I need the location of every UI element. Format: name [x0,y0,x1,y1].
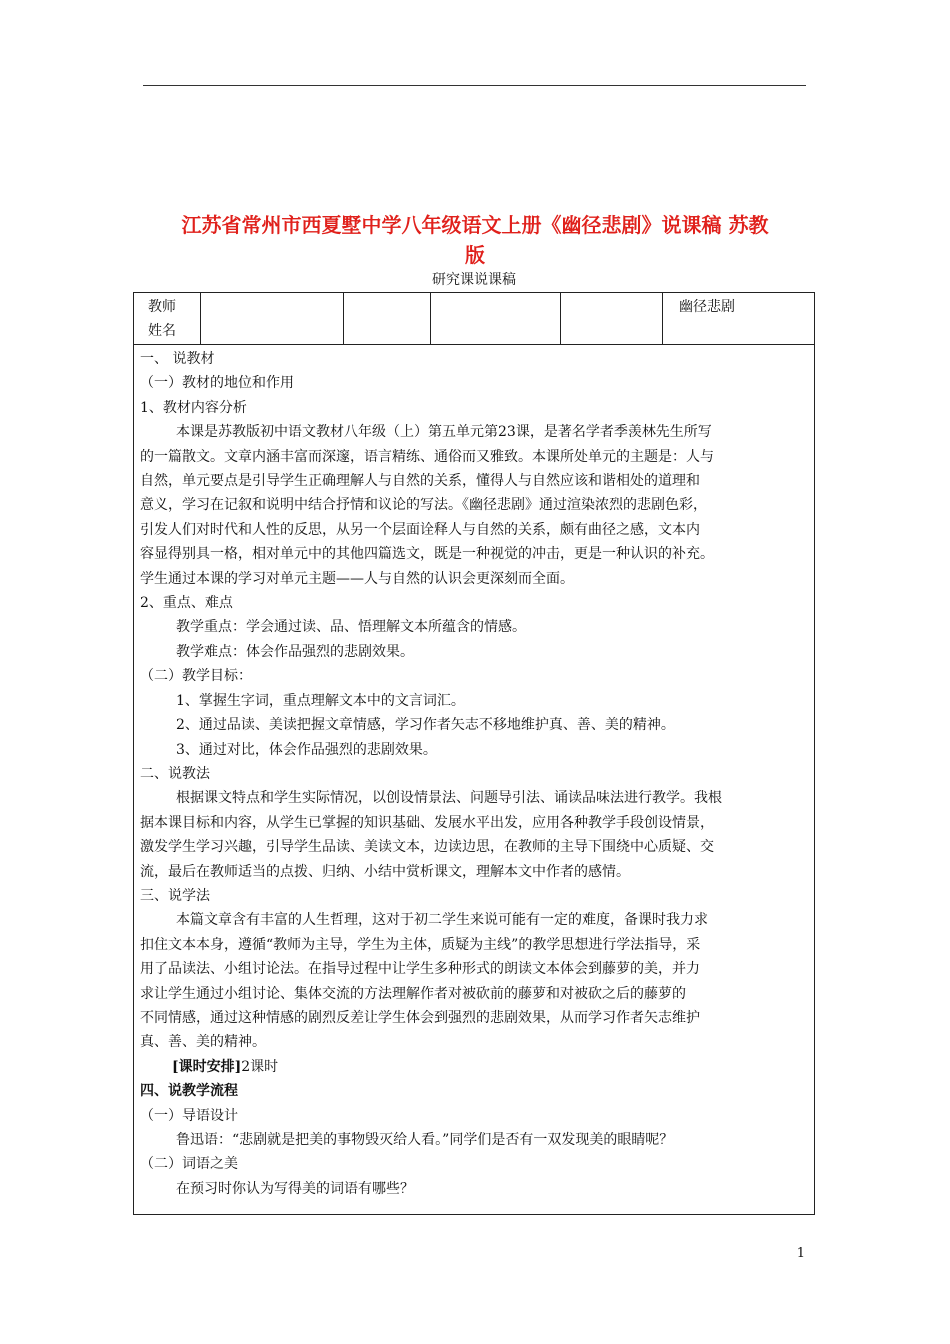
schedule-value: 2课时 [241,1058,279,1075]
section-heading: 四、说教学流程 [140,1083,238,1100]
table-header-row [134,293,814,345]
paragraph-line: 本篇文章含有丰富的人生哲理，这对于初二学生来说可能有一定的难度，备课时我力求 [176,912,708,929]
section-heading: 三、说学法 [140,887,210,904]
title-line-2: 版 [465,243,485,267]
paragraph-line: 自然，单元要点是引导学生正确理解人与自然的关系，懂得人与自然应该和谐相处的道理和 [140,473,700,490]
section-heading: 一、 说教材 [140,351,215,367]
document-title [140,210,810,270]
subsection-heading: （二）教学目标： [140,668,252,685]
paragraph-line: 据本课目标和内容，从学生已掌握的知识基础、发展水平出发，应用各种教学手段创设情景， [140,814,714,831]
schedule-label: [课时安排] [172,1058,242,1075]
paragraph-line: 本课是苏教版初中语文教材八年级（上）第五单元第23课，是著名学者季羡林先生所写 [176,424,712,441]
teacher-label-line-1: 教师 [148,299,176,315]
table-empty-cell [431,293,561,344]
lesson-table [133,292,815,1215]
paragraph-line: 流，最后在教师适当的点拨、归纳、小结中赏析课文，理解本文中作者的感情。 [140,863,630,880]
goal-item: 3、通过对比，体会作品强烈的悲剧效果。 [176,741,437,758]
header-rule [143,85,806,86]
paragraph-line: 真、善、美的精神。 [140,1034,266,1051]
paragraph-line: 激发学生学习兴趣，引导学生品读、美读文本，边读边思，在教师的主导下围绕中心质疑、交 [140,839,714,856]
key-point-text: 教学重点：学会通过读、品、悟理解文本所蕴含的情感。 [176,619,526,636]
teacher-name-label-cell [134,293,201,344]
table-empty-cell [561,293,663,344]
paragraph-line: 求让学生通过小组讨论、集体交流的方法理解作者对被砍前的藤萝和对被砍之后的藤萝的 [140,985,686,1002]
paragraph-line: 用了品读法、小组讨论法。在指导过程中让学生多种形式的朗读文本体会到藤萝的美，并力 [140,961,700,978]
paragraph-line: 扣住文本本身，遵循“教师为主导，学生为主体，质疑为主线”的教学思想进行学法指导，采 [140,936,701,953]
schedule-line [140,1055,808,1079]
paragraph-line: 不同情感，通过这种情感的剧烈反差让学生体会到强烈的悲剧效果，从而学习作者矢志维护 [140,1009,700,1026]
subsection-heading: （一）导语设计 [140,1107,238,1124]
paragraph-line: 的一篇散文。文章内涵丰富而深邃，语言精练、通俗而又雅致。本课所处单元的主题是：人与 [140,448,714,465]
subsection-heading: （二）词语之美 [140,1156,238,1173]
subsection-heading: 1、教材内容分析 [140,399,247,416]
lesson-title-cell: 幽径悲剧 [679,299,735,315]
goal-item: 1、掌握生字词，重点理解文本中的文言词汇。 [176,692,465,709]
goal-item: 2、通过品读、美读把握文章情感，学习作者矢志不移地维护真、善、美的精神。 [176,717,675,734]
difficult-point-text: 教学难点：体会作品强烈的悲剧效果。 [176,643,414,660]
table-empty-cell [344,293,431,344]
title-line-1: 江苏省常州市西夏墅中学八年级语文上册《幽径悲剧》说课稿 苏教 [181,213,769,237]
section-heading: 二、说教法 [140,765,210,782]
subsection-heading: 2、重点、难点 [140,595,233,612]
subsection-heading: （一）教材的地位和作用 [140,375,294,392]
lesson-content [134,345,814,1201]
teacher-label-line-2: 姓名 [148,323,176,339]
paragraph-line: 学生通过本课的学习对单元主题——人与自然的认识会更深刻而全面。 [140,570,574,587]
question-text: 在预习时你认为写得美的词语有哪些？ [176,1180,414,1197]
page-number: 1 [796,1246,805,1261]
document-subtitle: 研究课说课稿 [432,272,516,288]
paragraph-line: 容显得别具一格，相对单元中的其他四篇选文，既是一种视觉的冲击，更是一种认识的补充。 [140,546,714,563]
paragraph-line: 根据课文特点和学生实际情况，以创设情景法、问题导引法、诵读品味法进行教学。我根 [176,790,722,807]
paragraph-line: 引发人们对时代和人性的反思，从另一个层面诠释人与自然的关系，颇有曲径之感，文本内 [140,521,700,538]
table-empty-cell [201,293,344,344]
paragraph-line: 意义，学习在记叙和说明中结合抒情和议论的写法。《幽径悲剧》通过渲染浓烈的悲剧色彩， [140,497,707,514]
intro-text: 鲁迅语：“悲剧就是把美的事物毁灭给人看。”同学们是否有一双发现美的眼睛呢？ [176,1132,674,1148]
